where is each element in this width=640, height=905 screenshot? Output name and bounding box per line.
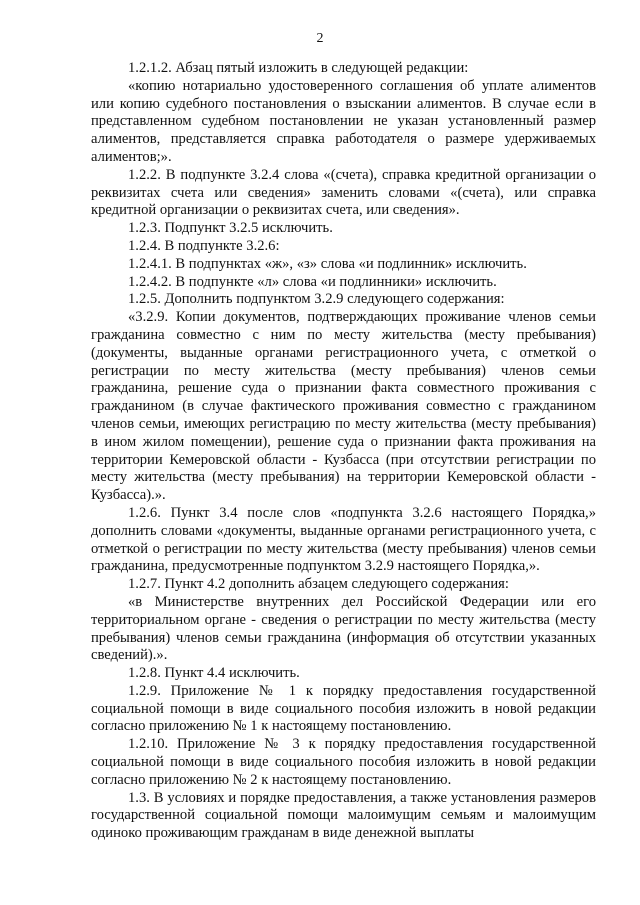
- paragraph-1-2-6: 1.2.6. Пункт 3.4 после слов «подпункта 3.2.6 настоящего Порядка,» дополнить словами «документы, выданные органами регистрационного учета, с отметкой о регистрации по месту жительства (месту пребывания) членов семьи гражданина, предусмотренные подпунктом 3.2.9 настоящего Порядка,».: [91, 504, 596, 575]
- paragraph-1-3: 1.3. В условиях и порядке предоставления, а также установления размеров государственной социальной помощи малоимущим семьям и малоимущим одиноко проживающим гражданам в виде денежной выплаты: [91, 789, 596, 842]
- paragraph-1-2-2: 1.2.2. В подпункте 3.2.4 слова «(счета), справка кредитной организации о реквизитах счета или сведения» заменить словами «(счета), или справка кредитной организации о реквизитах счета, или сведения».: [91, 166, 596, 219]
- paragraph-1-2-4: 1.2.4. В подпункте 3.2.6:: [128, 237, 280, 254]
- paragraph-1-2-4-2: 1.2.4.2. В подпункте «л» слова «и подлинники» исключить.: [128, 273, 497, 290]
- paragraph-1-2-3: 1.2.3. Подпункт 3.2.5 исключить.: [128, 220, 333, 237]
- paragraph-1-2-4-1: 1.2.4.1. В подпунктах «ж», «з» слова «и подлинник» исключить.: [128, 255, 527, 272]
- paragraph-alimony-quote: «копию нотариально удостоверенного соглашения об уплате алиментов или копию судебного постановления о взыскании алиментов. В случае если в представленном судебном постановлении не указан установленный размер алиментов, представляется справка работодателя о размере удерживаемых алиментов;».: [91, 77, 596, 165]
- paragraph-mvd-quote: «в Министерстве внутренних дел Российской Федерации или его территориальном органе - сведения о регистрации по месту жительства (месту пребывания) членов семьи гражданина (информация об отсутствии указанных сведений).».: [91, 593, 596, 664]
- paragraph-1-2-8: 1.2.8. Пункт 4.4 исключить.: [128, 665, 300, 682]
- paragraph-1-2-9: 1.2.9. Приложение № 1 к порядку предоставления государственной социальной помощи в виде социального пособия изложить в новой редакции согласно приложению № 1 к настоящему постановлению.: [91, 682, 596, 735]
- paragraph-1-2-10: 1.2.10. Приложение № 3 к порядку предоставления государственной социальной помощи в виде социального пособия изложить в новой редакции согласно приложению № 2 к настоящему постановлению.: [91, 736, 596, 788]
- paragraph-1-2-5: 1.2.5. Дополнить подпунктом 3.2.9 следующего содержания:: [128, 291, 505, 308]
- document-body: [91, 60, 596, 843]
- paragraph-1-2-7: 1.2.7. Пункт 4.2 дополнить абзацем следующего содержания:: [128, 576, 509, 593]
- paragraph-1-2-1-2: 1.2.1.2. Абзац пятый изложить в следующей редакции:: [128, 60, 469, 76]
- page-number: 2: [316, 31, 324, 46]
- paragraph-3-2-9-quote: «3.2.9. Копии документов, подтверждающих проживание членов семьи гражданина совместно с ним по месту жительства (месту пребывания) (документы, выданные органами регистрационного учета, с отметкой о регистрации по месту жительства (месту пребывания) членов семьи гражданина, решение суда о признании факта совместного проживания с гражданином (в случае фактического проживания совместно с гражданином членов семьи, имеющих регистрацию по месту жительства (месту пребывания) в ином жилом помещении), решение суда о признании факта проживания на территории Кемеровской области - Кузбасса (при отсутствии регистрации по месту жительства (месту пребывания) на территории Кемеровской области - Кузбасса).».: [91, 309, 596, 504]
